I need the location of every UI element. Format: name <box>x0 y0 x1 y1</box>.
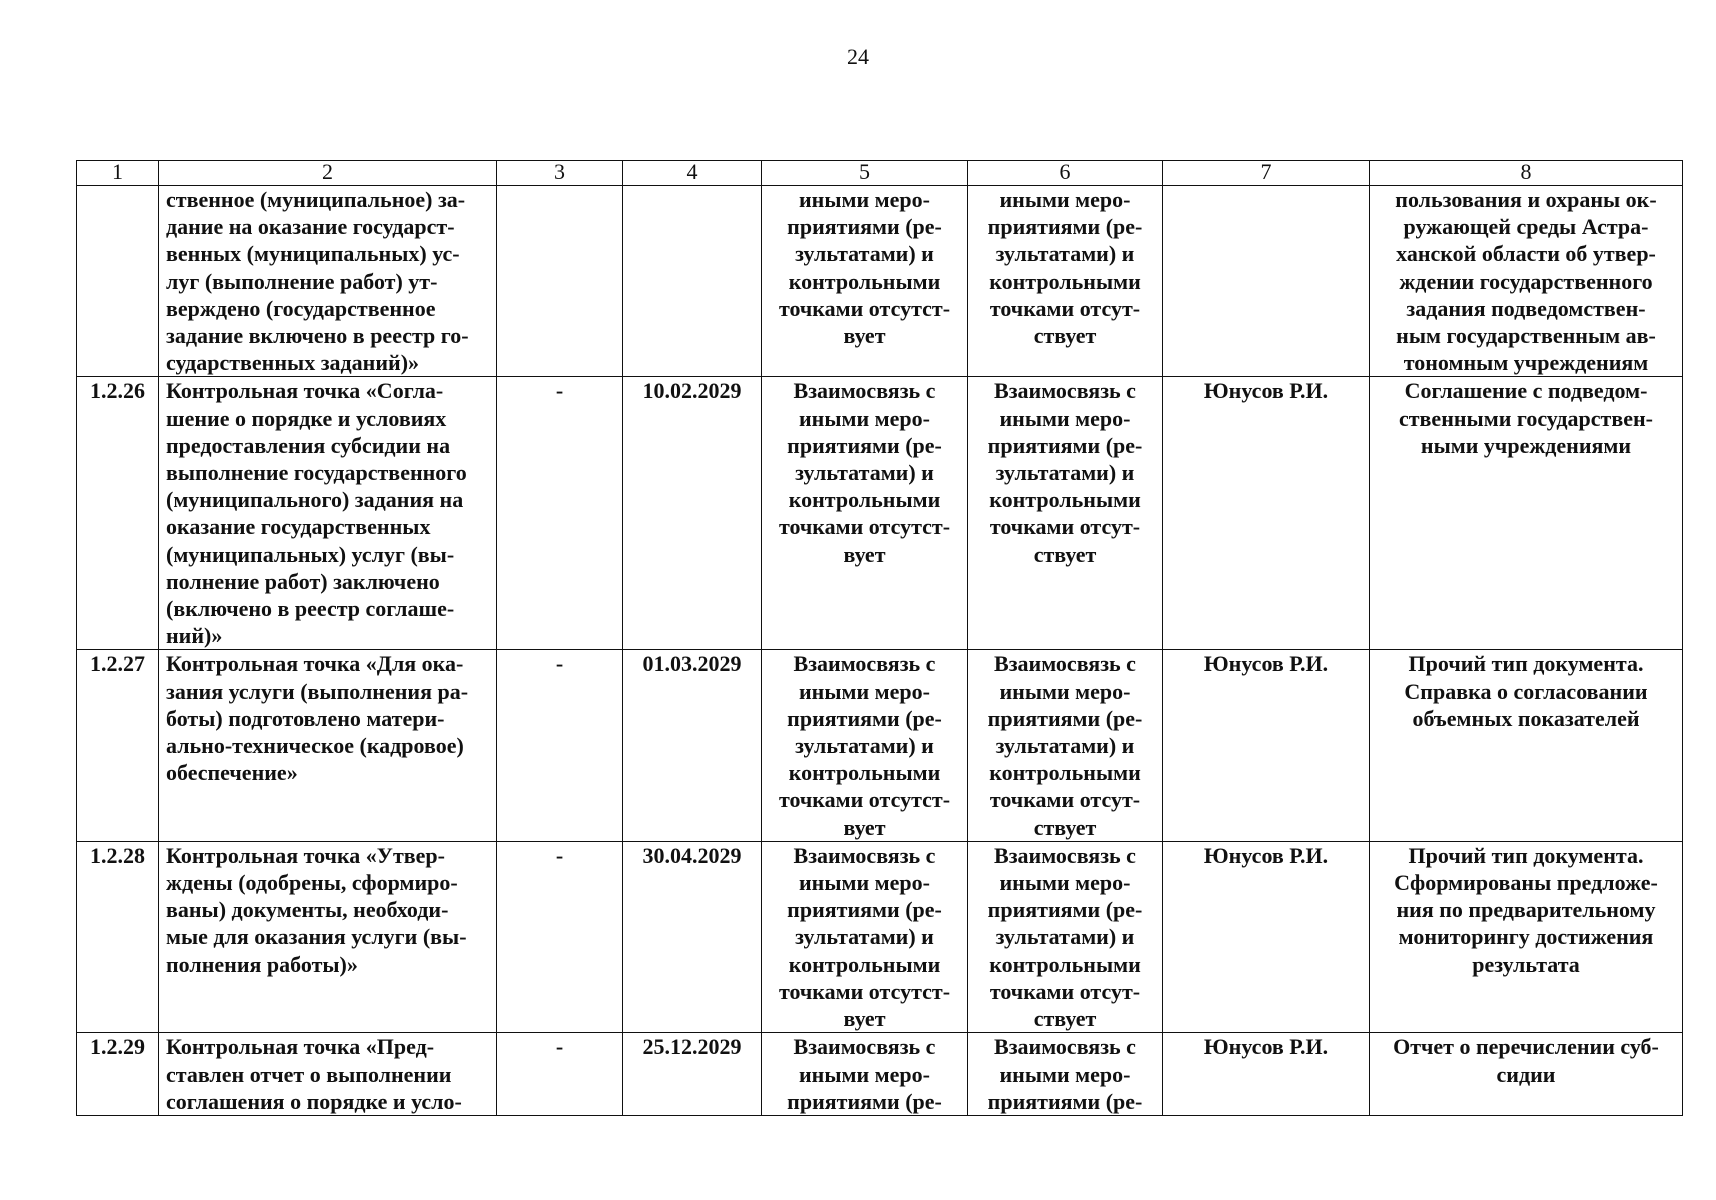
row-responsible: Юнусов Р.И. <box>1163 841 1370 1032</box>
table-row <box>77 186 1683 377</box>
row-relation: Взаимосвязь с иными меро- приятиями (ре- <box>762 1033 968 1116</box>
header-col-1: 1 <box>77 161 159 186</box>
header-col-8: 8 <box>1370 161 1683 186</box>
row-responsible: Юнусов Р.И. <box>1163 650 1370 841</box>
table-row <box>77 377 1683 650</box>
row-relation: Взаимосвязь с иными меро- приятиями (ре- зультатами) и контрольными точками отсутст- вует <box>762 841 968 1032</box>
row-col3: - <box>497 650 623 841</box>
row-date: 25.12.2029 <box>623 1033 762 1116</box>
row-relation: Взаимосвязь с иными меро- приятиями (ре- зультатами) и контрольными точками отсутст- вует <box>762 650 968 841</box>
row-responsible <box>1163 186 1370 377</box>
row-document: Прочий тип документа. Сформированы предложе- ния по предварительному мониторингу достижения результата <box>1370 841 1683 1032</box>
row-relation-2: Взаимосвязь с иными меро- приятиями (ре- зультатами) и контрольными точками отсут- ствует <box>968 377 1163 650</box>
row-name: ственное (муниципальное) за- дание на оказание государст- венных (муниципальных) ус- луг (выполнение работ) ут- верждено (государственное задание включено в реестр го- сударственных заданий)» <box>159 186 497 377</box>
row-relation-2: Взаимосвязь с иными меро- приятиями (ре- <box>968 1033 1163 1116</box>
row-name: Контрольная точка «Пред- ставлен отчет о выполнении соглашения о порядке и усло- <box>159 1033 497 1116</box>
header-col-2: 2 <box>159 161 497 186</box>
row-relation: иными меро- приятиями (ре- зультатами) и контрольными точками отсутст- вует <box>762 186 968 377</box>
row-col3: - <box>497 377 623 650</box>
row-col3 <box>497 186 623 377</box>
row-date: 30.04.2029 <box>623 841 762 1032</box>
row-relation: Взаимосвязь с иными меро- приятиями (ре- зультатами) и контрольными точками отсутст- вует <box>762 377 968 650</box>
row-number: 1.2.29 <box>77 1033 159 1116</box>
row-relation-2: иными меро- приятиями (ре- зультатами) и контрольными точками отсут- ствует <box>968 186 1163 377</box>
row-name: Контрольная точка «Для ока- зания услуги (выполнения ра- боты) подготовлено матери- ально-техническое (кадровое) обеспечение» <box>159 650 497 841</box>
table-header-row <box>77 161 1683 186</box>
row-document: Прочий тип документа. Справка о согласовании объемных показателей <box>1370 650 1683 841</box>
row-responsible: Юнусов Р.И. <box>1163 1033 1370 1116</box>
header-col-3: 3 <box>497 161 623 186</box>
row-relation-2: Взаимосвязь с иными меро- приятиями (ре- зультатами) и контрольными точками отсут- ствует <box>968 841 1163 1032</box>
row-col3: - <box>497 841 623 1032</box>
row-name: Контрольная точка «Согла- шение о порядке и условиях предоставления субсидии на выполнение государственного (муниципального) задания на оказание государственных (муниципальных) услуг (вы- полнение работ) заключено (включено в реестр соглаше- ний)» <box>159 377 497 650</box>
row-relation-2: Взаимосвязь с иными меро- приятиями (ре- зультатами) и контрольными точками отсут- ствует <box>968 650 1163 841</box>
row-number: 1.2.26 <box>77 377 159 650</box>
row-number: 1.2.27 <box>77 650 159 841</box>
control-points-table <box>76 160 1683 1116</box>
table-row <box>77 650 1683 841</box>
row-col3: - <box>497 1033 623 1116</box>
row-document: Соглашение с подведом- ственными государствен- ными учреждениями <box>1370 377 1683 650</box>
header-col-5: 5 <box>762 161 968 186</box>
row-document: пользования и охраны ок- ружающей среды Астра- ханской области об утвер- ждении государственного задания подведомствен- ным государственным ав- тономным учреждениям <box>1370 186 1683 377</box>
row-number <box>77 186 159 377</box>
row-document: Отчет о перечислении суб- сидии <box>1370 1033 1683 1116</box>
header-col-4: 4 <box>623 161 762 186</box>
table-row <box>77 1033 1683 1116</box>
table-row <box>77 841 1683 1032</box>
row-responsible: Юнусов Р.И. <box>1163 377 1370 650</box>
row-number: 1.2.28 <box>77 841 159 1032</box>
row-date: 01.03.2029 <box>623 650 762 841</box>
page-number: 24 <box>847 44 869 69</box>
row-name: Контрольная точка «Утвер- ждены (одобрены, сформиро- ваны) документы, необходи- мые для оказания услуги (вы- полнения работы)» <box>159 841 497 1032</box>
row-date: 10.02.2029 <box>623 377 762 650</box>
row-date <box>623 186 762 377</box>
header-col-6: 6 <box>968 161 1163 186</box>
header-col-7: 7 <box>1163 161 1370 186</box>
